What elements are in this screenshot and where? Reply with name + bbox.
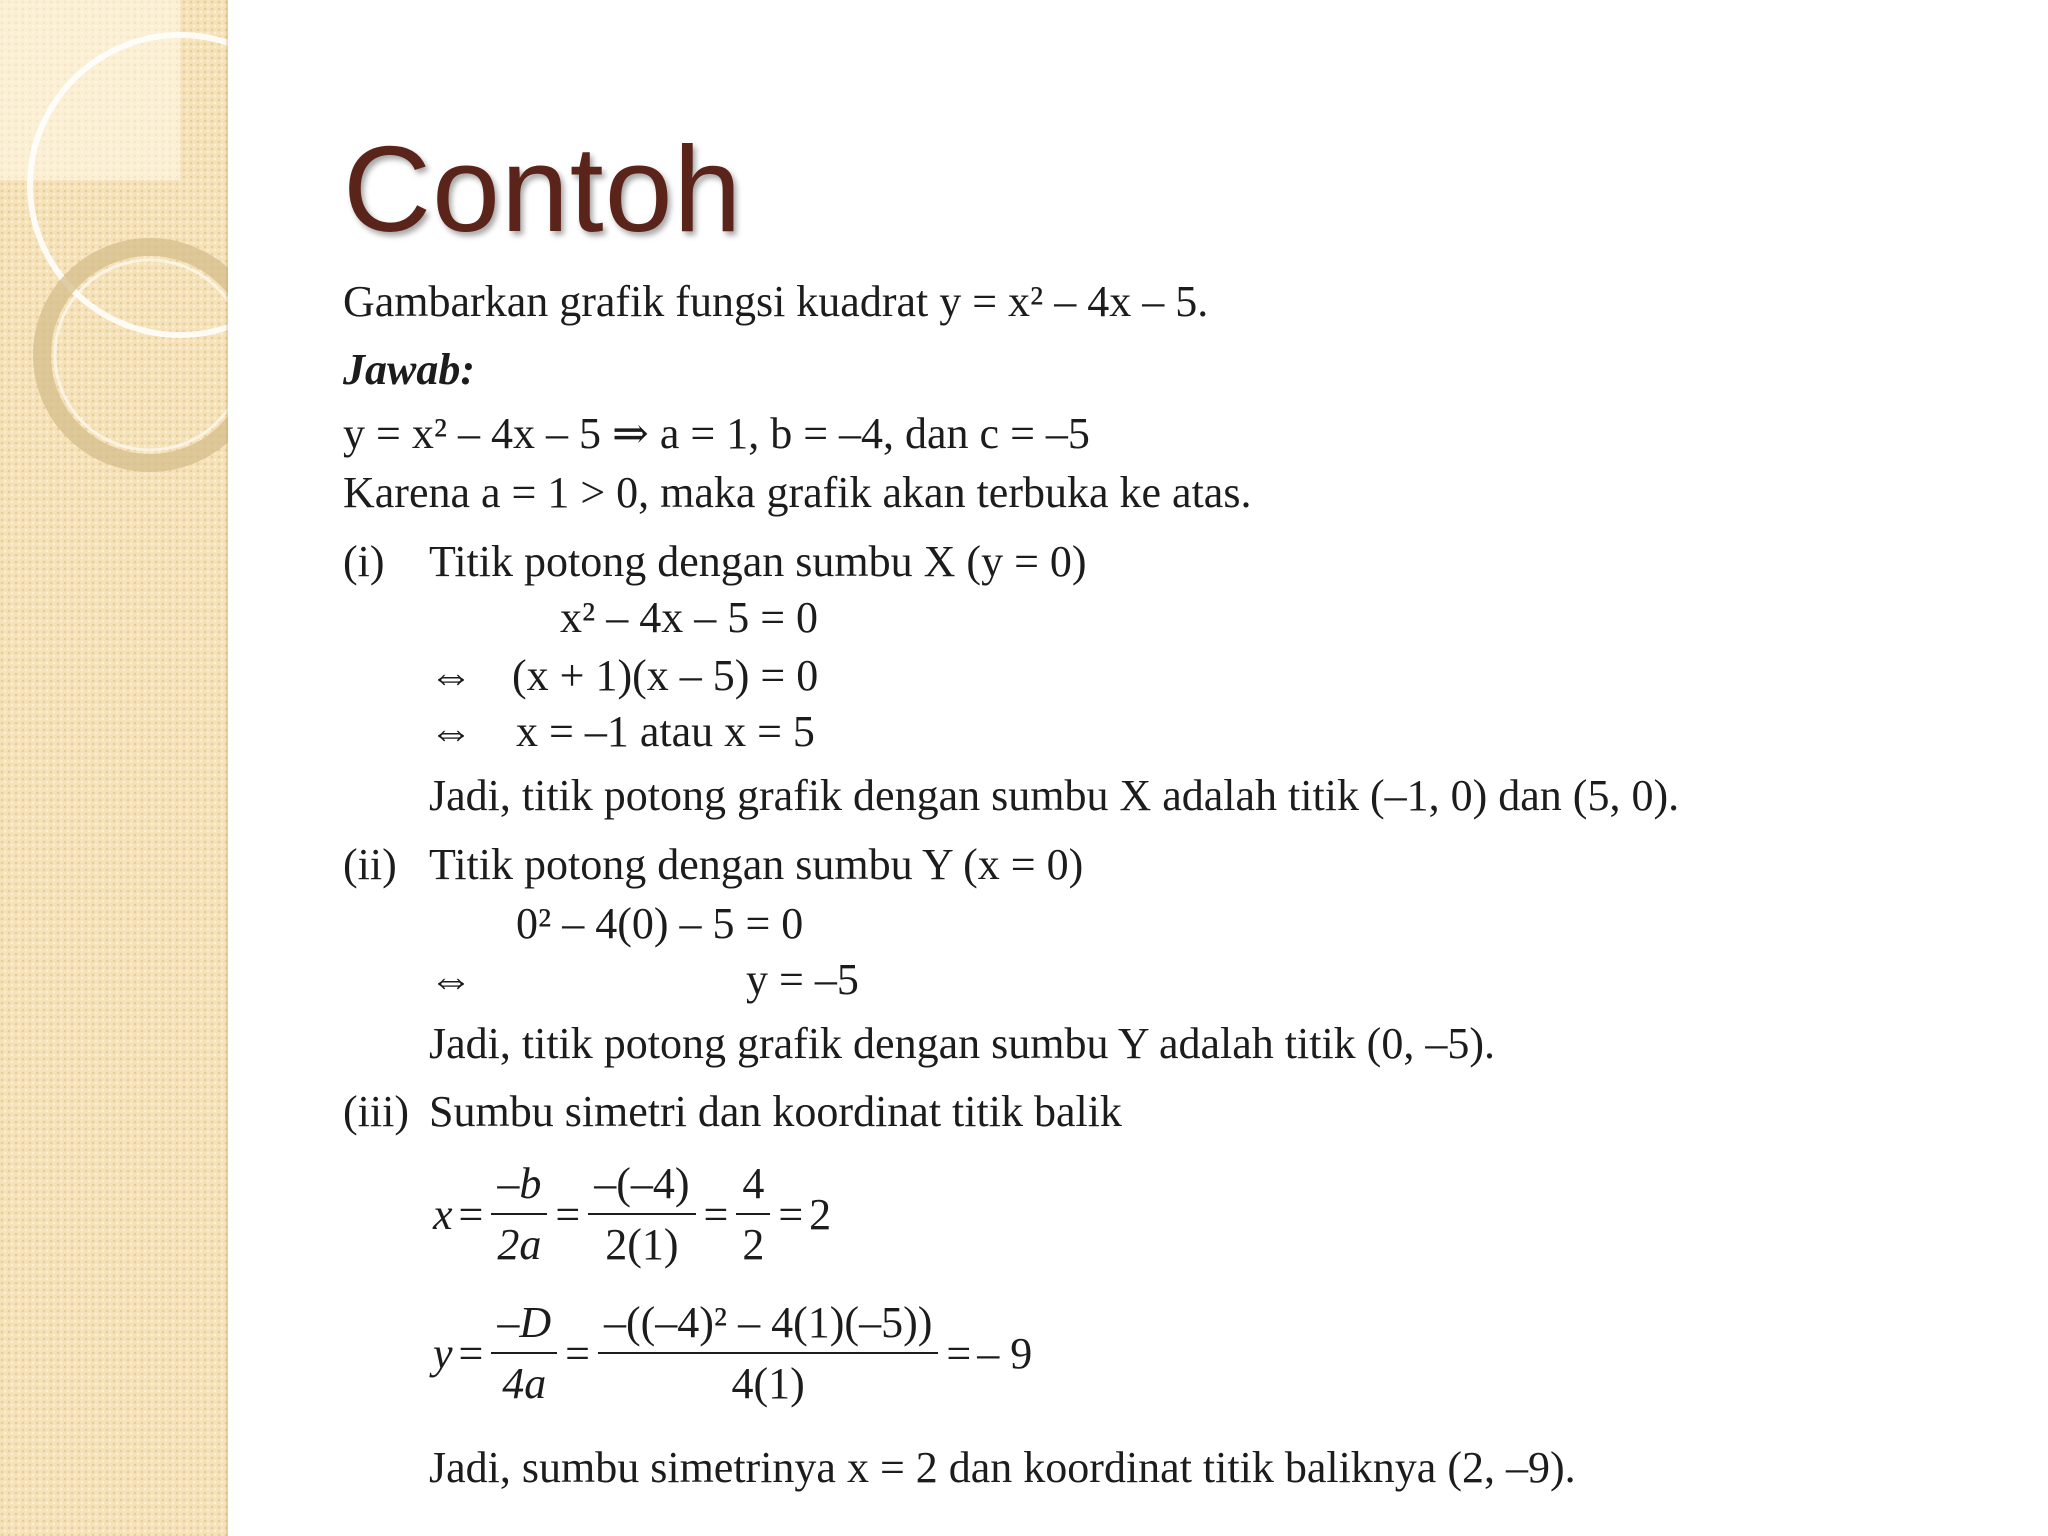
part-i-equation-1: x² – 4x – 5 = 0 xyxy=(560,593,819,642)
axis-of-symmetry-formula xyxy=(433,1158,831,1270)
slide-title: Contoh xyxy=(343,121,743,257)
part-ii-equation-2: y = –5 xyxy=(746,955,859,1004)
decorative-rings xyxy=(0,0,228,1536)
opening-direction-line: Karena a = 1 > 0, maka grafik akan terbuka ke atas. xyxy=(343,468,1252,517)
fraction-denominator: 4(1) xyxy=(731,1359,805,1408)
fraction xyxy=(491,1158,547,1270)
fraction-denominator: 2(1) xyxy=(605,1220,679,1269)
equals-sign: = xyxy=(703,1189,729,1239)
part-ii-marker: (ii) xyxy=(343,840,397,889)
fraction-numerator: –D xyxy=(491,1297,557,1354)
fraction xyxy=(588,1158,695,1270)
fraction-numerator: –b xyxy=(491,1158,547,1215)
fraction xyxy=(736,1158,770,1270)
equivalence-arrow: ⇔ xyxy=(429,651,473,700)
fraction-denominator: 2a xyxy=(497,1220,542,1269)
part-iii-heading: Sumbu simetri dan koordinat titik balik xyxy=(429,1087,1122,1136)
equals-sign: = xyxy=(946,1328,972,1378)
equivalence-arrow: ⇔ xyxy=(429,955,473,1004)
part-iii-marker: (iii) xyxy=(343,1087,409,1136)
corner-panel xyxy=(0,0,180,180)
part-i-equation-3: x = –1 atau x = 5 xyxy=(516,707,815,756)
part-ii-equation-1: 0² – 4(0) – 5 = 0 xyxy=(516,899,804,948)
fraction xyxy=(598,1297,938,1409)
formula-result: 2 xyxy=(809,1189,832,1239)
fraction-numerator: –((–4)² – 4(1)(–5)) xyxy=(598,1297,938,1354)
equals-sign: = xyxy=(458,1328,484,1378)
answer-heading: Jawab: xyxy=(343,345,475,394)
part-i-heading: Titik potong dengan sumbu X (y = 0) xyxy=(429,537,1087,586)
fraction xyxy=(491,1297,557,1409)
decorative-sidebar xyxy=(0,0,228,1536)
vertex-y-formula xyxy=(433,1297,1032,1409)
problem-prompt: Gambarkan grafik fungsi kuadrat y = x² – 4x – 5. xyxy=(343,277,1209,326)
formula-result: – 9 xyxy=(977,1328,1033,1378)
fraction-numerator: 4 xyxy=(736,1158,770,1215)
coefficient-line: y = x² – 4x – 5 ⇒ a = 1, b = –4, dan c = –5 xyxy=(343,409,1090,458)
formula-variable: y xyxy=(433,1328,453,1378)
fraction-denominator: 2 xyxy=(742,1220,765,1269)
part-i-marker: (i) xyxy=(343,537,385,586)
part-i-conclusion: Jadi, titik potong grafik dengan sumbu X adalah titik (–1, 0) dan (5, 0). xyxy=(429,771,1680,820)
part-iii-conclusion: Jadi, sumbu simetrinya x = 2 dan koordinat titik baliknya (2, –9). xyxy=(429,1443,1576,1492)
equals-sign: = xyxy=(565,1328,590,1378)
formula-variable: x xyxy=(433,1189,453,1239)
ring-medium xyxy=(42,247,228,463)
part-i-equation-2: (x + 1)(x – 5) = 0 xyxy=(512,651,819,700)
equals-sign: = xyxy=(778,1189,804,1239)
fraction-numerator: –(–4) xyxy=(588,1158,695,1215)
ring-medium-inner xyxy=(55,260,228,450)
equals-sign: = xyxy=(555,1189,581,1239)
part-ii-conclusion: Jadi, titik potong grafik dengan sumbu Y adalah titik (0, –5). xyxy=(429,1019,1495,1068)
part-ii-heading: Titik potong dengan sumbu Y (x = 0) xyxy=(429,840,1084,889)
equals-sign: = xyxy=(458,1189,484,1239)
equivalence-arrow: ⇔ xyxy=(429,707,473,756)
fraction-denominator: 4a xyxy=(502,1359,547,1408)
